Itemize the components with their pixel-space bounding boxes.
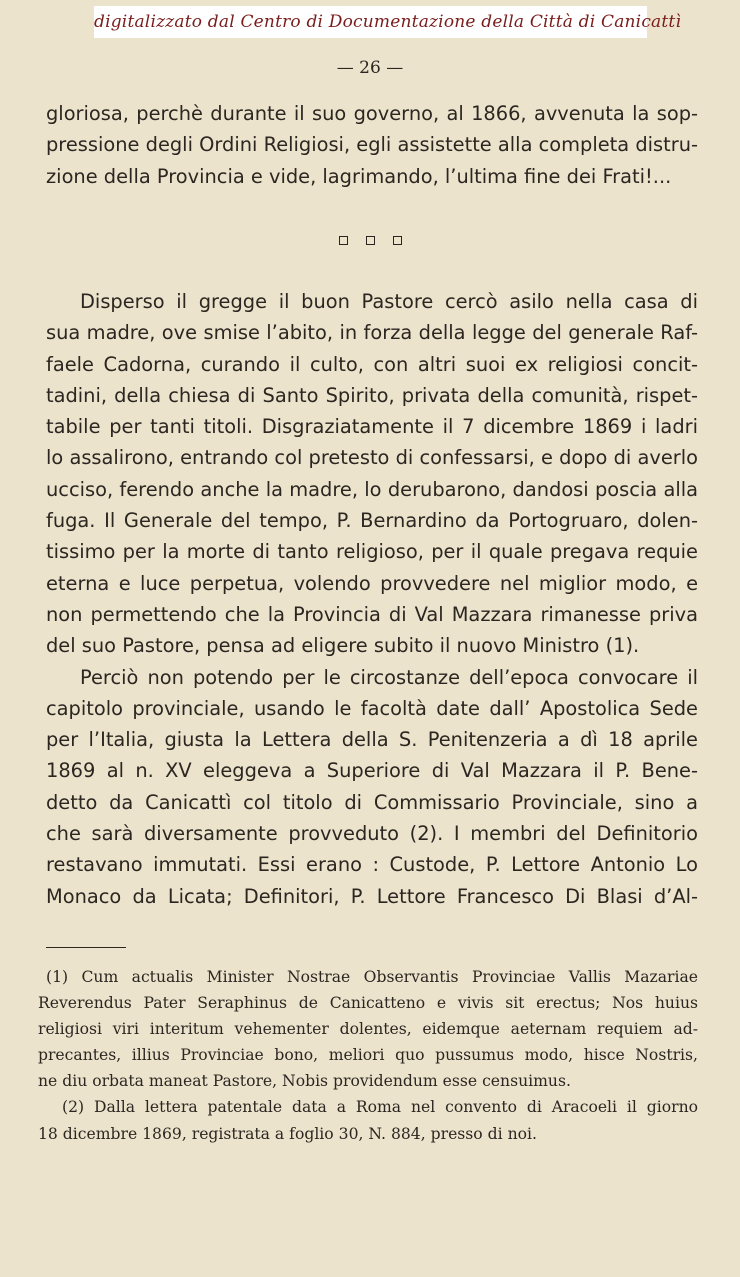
text-line: tadini, della chiesa di Santo Spirito, privata della comunità, rispet- [46, 383, 698, 407]
text-line: eterna e luce perpetua, volendo provvedere nel miglior modo, e [46, 571, 698, 595]
footnote-line: Reverendus Pater Seraphinus de Canicatteno e vivis sit erectus; Nos huius [38, 994, 698, 1013]
text-line: Perciò non potendo per le circostanze dell’epoca convocare il [80, 665, 698, 689]
footnote-line: 18 dicembre 1869, registrata a foglio 30, N. 884, presso di noi. [38, 1124, 537, 1143]
paragraph-continuation [46, 98, 698, 192]
text-line: lo assalirono, entrando col pretesto di confessarsi, e dopo di averlo [46, 446, 698, 470]
separator-square [393, 236, 402, 245]
text-line: gloriosa, perchè durante il suo governo, al 1866, avvenuta la sop- [46, 102, 698, 125]
text-line: non permettendo che la Provincia di Val Mazzara rimanesse priva [46, 602, 698, 626]
text-line: detto da Canicattì col titolo di Commissario Provinciale, sino a [46, 790, 698, 814]
main-text [46, 286, 698, 912]
text-line: ucciso, ferendo anche la madre, lo derubarono, dandosi poscia alla [46, 477, 698, 501]
section-separator [0, 236, 740, 245]
text-line: fuga. Il Generale del tempo, P. Bernardino da Portogruaro, dolen- [46, 509, 698, 533]
separator-square [366, 236, 375, 245]
footnote-line: (2) Dalla lettera patentale data a Roma nel convento di Aracoeli il giorno [62, 1098, 698, 1117]
text-line: zione della Provincia e vide, lagrimando, l’ultima fine dei Frati!... [46, 164, 672, 188]
text-line: del suo Pastore, pensa ad eligere subito il nuovo Ministro (1). [46, 634, 640, 658]
footnote-rule [46, 947, 126, 948]
text-line: restavano immutati. Essi erano : Custode, P. Lettore Antonio Lo [46, 853, 698, 877]
footnote-line: (1) Cum actualis Minister Nostrae Observantis Provinciae Vallis Mazariae [46, 968, 698, 986]
text-line: tabile per tanti titoli. Disgraziatamente il 7 dicembre 1869 i ladri [46, 415, 698, 439]
text-line: pressione degli Ordini Religiosi, egli assistette alla completa distru- [46, 133, 698, 157]
digitization-watermark: digitalizzato dal Centro di Documentazione della Città di Canicattì [94, 6, 647, 38]
text-line: Monaco da Licata; Definitori, P. Lettore Francesco Di Blasi d’Al- [46, 884, 698, 908]
footnote-line: religiosi viri interitum vehementer dolentes, eidemque aeternam requiem ad- [38, 1020, 698, 1039]
text-line: che sarà diversamente provveduto (2). I membri del Definitorio [46, 822, 698, 846]
separator-square [339, 236, 348, 245]
page-number: — 26 — [336, 58, 404, 78]
text-line: faele Cadorna, curando il culto, con altri suoi ex religiosi concit- [46, 352, 698, 376]
footnotes [38, 964, 698, 1147]
text-line: 1869 al n. XV eleggeva a Superiore di Val Mazzara il P. Bene- [46, 759, 698, 783]
text-line: per l’Italia, giusta la Lettera della S. Penitenzeria a dì 18 aprile [46, 728, 698, 752]
text-line: tissimo per la morte di tanto religioso, per il quale pregava requie [46, 540, 698, 564]
footnote-line: ne diu orbata maneat Pastore, Nobis providendum esse censuimus. [38, 1072, 571, 1091]
text-line: sua madre, ove smise l’abito, in forza della legge del generale Raf- [46, 321, 698, 345]
footnote-line: precantes, illius Provinciae bono, meliori quo pussumus modo, hisce Nostris, [38, 1046, 698, 1065]
text-line: capitolo provinciale, usando le facoltà date dall’ Apostolica Sede [46, 696, 698, 720]
text-line: Disperso il gregge il buon Pastore cercò asilo nella casa di [80, 290, 698, 313]
